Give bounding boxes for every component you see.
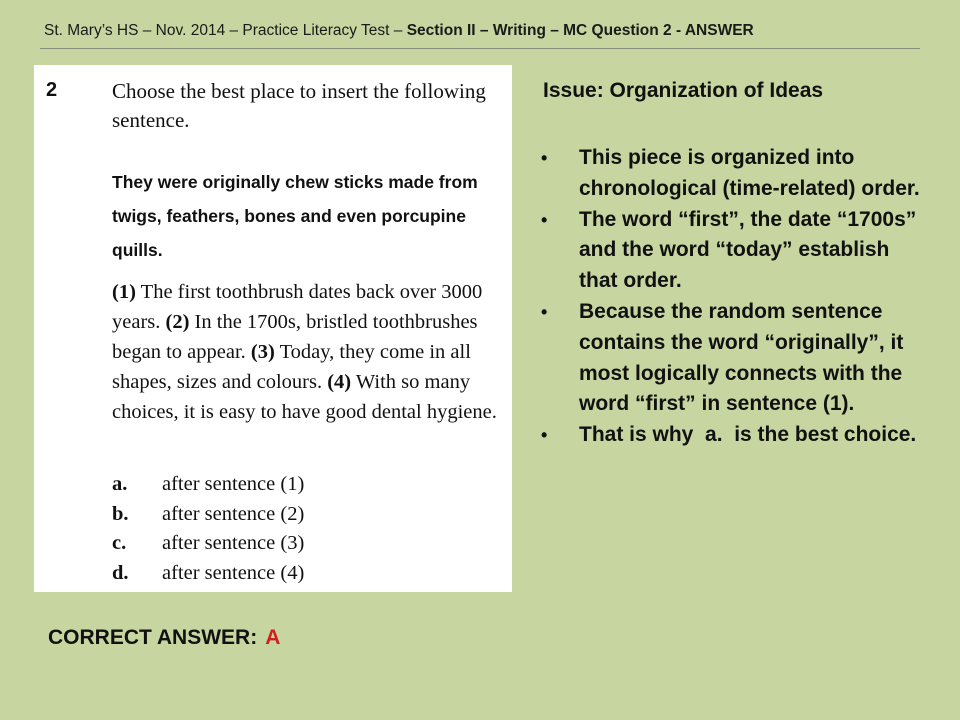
option-b [112,503,304,533]
sentence-to-insert: They were originally chew sticks made from twigs, feathers, bones and even porcupine quills. [112,172,478,260]
passage-sentence-number: (1) [112,281,136,303]
option-letter: d. [112,561,129,584]
explanation-bullet [541,297,921,420]
bullet-text: Because the random sentence contains the word “originally”, it most logically connects with the word “first” in sentence (1). [579,299,904,416]
slide-header [44,22,924,40]
option-a [112,473,304,503]
passage-text [112,277,507,427]
bullet-text: That is why a. is the best choice. [579,423,917,447]
passage-sentence: Today, they come in all shapes, sizes and colours. [112,341,471,393]
answer-options [112,473,304,591]
option-c [112,532,304,562]
option-letter: c. [112,532,127,554]
header-divider [40,48,920,49]
passage-sentence: The first toothbrush dates back over 3000 years. [112,281,483,333]
explanation-bullet [541,420,921,451]
option-letter: a. [112,473,128,495]
question-number: 2 [46,79,58,101]
correct-answer [48,626,280,650]
passage-sentence-number: (4) [327,371,352,393]
option-text: after sentence (1) [162,473,305,495]
bullet-text: The word “first”, the date “1700s” and the word “today” establish that order. [579,207,917,293]
option-text: after sentence (3) [162,532,305,554]
option-d [112,562,304,592]
explanation-bullet [541,205,921,297]
passage-sentence-number: (3) [250,341,275,363]
header-prefix: St. Mary’s HS – Nov. 2014 – Practice Literacy Test – [44,22,407,39]
bullet-dot-icon: • [541,148,548,168]
explanation-title: Issue: Organization of Ideas [543,79,824,102]
bullet-text: This piece is organized into chronological (time-related) order. [579,146,920,200]
question-image-panel [34,65,512,592]
option-letter: b. [112,502,129,525]
option-text: after sentence (2) [162,502,305,525]
bullet-dot-icon: • [541,301,548,322]
correct-answer-letter: A [265,626,281,649]
option-text: after sentence (4) [162,561,305,584]
explanation-bullet [541,143,921,205]
passage-sentence: With so many choices, it is easy to have good dental hygiene. [112,371,497,423]
passage-sentence: In the 1700s, bristled toothbrushes began to appear. [112,311,478,363]
correct-answer-label: CORRECT ANSWER: [48,626,258,649]
bullet-dot-icon: • [541,209,548,230]
header-section: Section II – Writing – MC Question 2 - ANSWER [406,22,754,39]
passage-sentence-number: (2) [165,311,190,333]
question-prompt: Choose the best place to insert the following sentence. [112,79,486,132]
explanation-bullets [541,143,921,451]
bullet-dot-icon: • [541,425,548,446]
